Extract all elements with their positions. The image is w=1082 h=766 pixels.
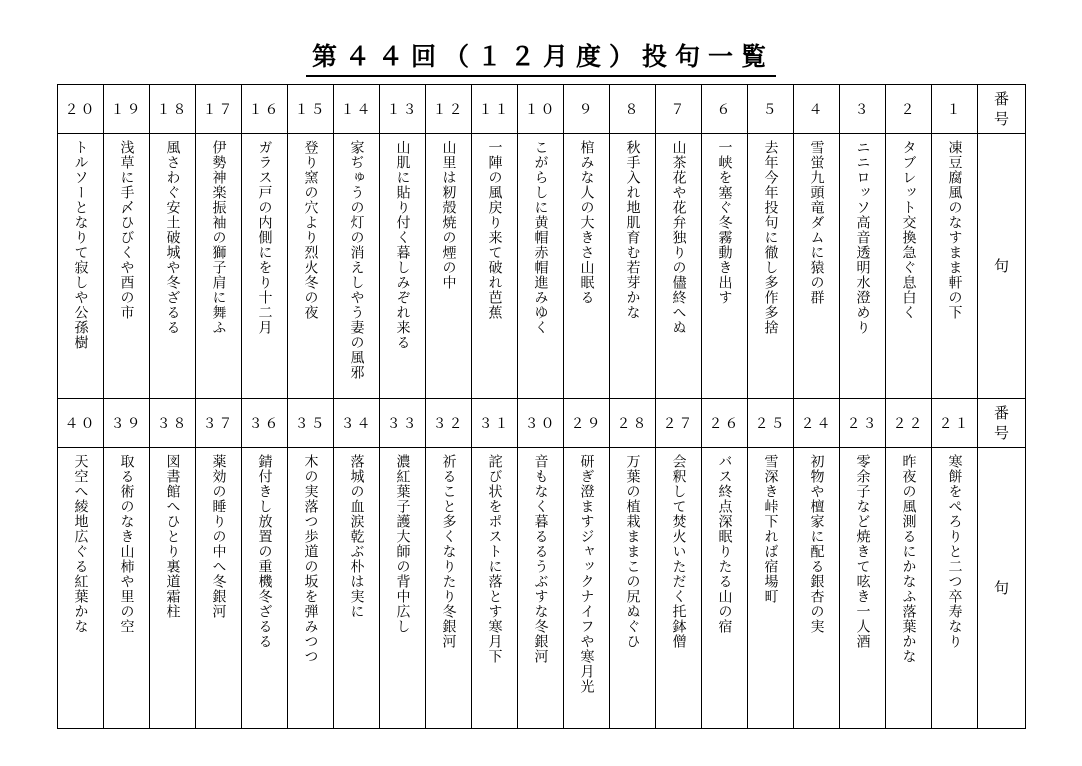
entry-number: ５ [748,85,794,134]
number-label-text: 番号 [993,90,1009,128]
entry-number: １０ [518,85,564,134]
verse-cell [610,448,656,729]
entry-number: ７ [656,85,702,134]
verse-cell [932,448,978,729]
verse-cell [334,134,380,399]
haiku-text: 木の実落つ歩道の坂を弾みつつ [302,454,319,664]
haiku-text: 山里は籾殻焼の煙の中 [440,140,457,290]
haiku-text: タブレット交換急ぐ息白く [900,140,917,320]
entry-number: ２６ [702,399,748,448]
entry-number: ２２ [886,399,932,448]
verse-cell [380,448,426,729]
verse-row-2 [58,448,1026,729]
entry-number: ６ [702,85,748,134]
verse-cell [472,134,518,399]
entry-number: １９ [104,85,150,134]
verse-cell [196,134,242,399]
haiku-text: 家ぢゅうの灯の消えしやう妻の風邪 [348,140,365,380]
verse-cell [58,448,104,729]
verse-cell [840,134,886,399]
entry-number: １７ [196,85,242,134]
verse-cell [748,448,794,729]
verse-cell [840,448,886,729]
number-row-2 [58,399,1026,448]
entry-number: ９ [564,85,610,134]
verse-cell [288,134,334,399]
entry-number: ３３ [380,399,426,448]
verse-cell [380,134,426,399]
entry-number: ２３ [840,399,886,448]
haiku-text: 錆付きし放置の重機冬ざるる [256,454,273,649]
entry-number: ２９ [564,399,610,448]
haiku-text: 薬効の睡りの中へ冬銀河 [210,454,227,619]
verse-cell [472,448,518,729]
entry-number: １２ [426,85,472,134]
entry-number: １５ [288,85,334,134]
haiku-text: 山肌に貼り付く暮しみぞれ来る [394,140,411,350]
verse-cell [610,134,656,399]
verse-cell [334,448,380,729]
page-title [0,40,1082,77]
verse-cell [242,134,288,399]
entry-number: ２０ [58,85,104,134]
entry-number: １８ [150,85,196,134]
entry-number: ４ [794,85,840,134]
header-verse-label [978,134,1026,399]
entry-number: ２８ [610,399,656,448]
verse-cell [564,134,610,399]
entry-number: ４０ [58,399,104,448]
haiku-text: トルソーとなりて寂しや公孫樹 [72,140,89,350]
verse-label-text: 句 [993,579,1009,597]
verse-label-text: 句 [993,257,1009,275]
verse-cell [518,448,564,729]
haiku-text: 昨夜の風測るにかなふ落葉かな [900,454,917,664]
haiku-text: 棺みな人の大きさ山眠る [578,140,595,305]
haiku-text: 去年今年投句に徹し多作多捨 [762,140,779,335]
haiku-text: 山茶花や花弁独りの儘終へぬ [670,140,687,335]
header-verse-label [978,448,1026,729]
entry-number: １４ [334,85,380,134]
entry-number: ２７ [656,399,702,448]
haiku-text: ニニロッソ高音透明水澄めり [854,140,871,335]
verse-cell [702,134,748,399]
haiku-text: 祈ること多くなりたり冬銀河 [440,454,457,649]
entry-number: ３２ [426,399,472,448]
haiku-text: 登り窯の穴より烈火冬の夜 [302,140,319,320]
haiku-text: 秋手入れ地肌育む若芽かな [624,140,641,320]
header-number-label [978,399,1026,448]
haiku-text: 一峡を塞ぐ冬霧動き出す [716,140,733,305]
haiku-text: 音もなく暮るるうぶすな冬銀河 [532,454,549,664]
haiku-text: 万葉の植栽ままこの尻ぬぐひ [624,454,641,649]
verse-cell [426,448,472,729]
entry-number: ２４ [794,399,840,448]
verse-cell [104,448,150,729]
verse-cell [932,134,978,399]
verse-cell [794,448,840,729]
entry-number: ２１ [932,399,978,448]
entry-number: １６ [242,85,288,134]
number-label-text: 番号 [993,404,1009,442]
verse-cell [150,448,196,729]
haiku-text: こがらしに黄帽赤帽進みゆく [532,140,549,335]
verse-cell [518,134,564,399]
verse-cell [58,134,104,399]
number-row-1 [58,85,1026,134]
haiku-text: 伊勢神楽振袖の獅子肩に舞ふ [210,140,227,335]
verse-row-1 [58,134,1026,399]
verse-cell [104,134,150,399]
entry-number: １ [932,85,978,134]
haiku-text: 寒餅をぺろりと二つ卒寿なり [946,454,963,649]
entry-number: ３７ [196,399,242,448]
verse-cell [242,448,288,729]
verse-cell [748,134,794,399]
entry-number: ３１ [472,399,518,448]
haiku-text: 天空へ綾地広ぐる紅葉かな [72,454,89,634]
verse-cell [564,448,610,729]
entry-number: ３６ [242,399,288,448]
haiku-text: 濃紅葉子護大師の背中広し [394,454,411,634]
haiku-text: 会釈して焚火いただく托鉢僧 [670,454,687,649]
haiku-text: 一陣の風戻り来て破れ芭蕉 [486,140,503,320]
entry-number: ３０ [518,399,564,448]
haiku-table [57,84,1026,729]
entry-number: ３８ [150,399,196,448]
haiku-text: 初物や檀家に配る銀杏の実 [808,454,825,634]
haiku-text: 雪蛍九頭竜ダムに猿の群 [808,140,825,305]
verse-cell [886,134,932,399]
entry-number: ３４ [334,399,380,448]
haiku-text: 凍豆腐風のなすまま軒の下 [946,140,963,320]
haiku-text: 風さわぐ安土破城や冬ざるる [164,140,181,335]
verse-cell [794,134,840,399]
entry-number: ３９ [104,399,150,448]
entry-number: １３ [380,85,426,134]
verse-cell [196,448,242,729]
entry-number: ３ [840,85,886,134]
entry-number: ２５ [748,399,794,448]
haiku-text: 零余子など焼きて呟き一人酒 [854,454,871,649]
entry-number: ８ [610,85,656,134]
verse-cell [656,134,702,399]
header-number-label [978,85,1026,134]
haiku-text: 詫び状をポストに落とす寒月下 [486,454,503,664]
verse-cell [150,134,196,399]
entry-number: ２ [886,85,932,134]
haiku-text: バス終点深眠りたる山の宿 [716,454,733,634]
haiku-text: 研ぎ澄ますジャックナイフや寒月光 [578,454,595,694]
haiku-text: 浅草に手〆ひびくや酉の市 [118,140,135,320]
verse-cell [886,448,932,729]
verse-cell [702,448,748,729]
haiku-text: 雪深き峠下れば宿場町 [762,454,779,604]
haiku-text: 図書館へひとり裏道霜柱 [164,454,181,619]
entry-number: １１ [472,85,518,134]
verse-cell [426,134,472,399]
haiku-text: 取る術のなき山柿や里の空 [118,454,135,634]
title-text: 第４４回（１２月度）投句一覧 [306,40,776,77]
verse-cell [656,448,702,729]
haiku-text: ガラス戸の内側にをり十二月 [256,140,273,335]
entry-number: ３５ [288,399,334,448]
haiku-text: 落城の血涙乾ぶ朴は実に [348,454,365,619]
verse-cell [288,448,334,729]
